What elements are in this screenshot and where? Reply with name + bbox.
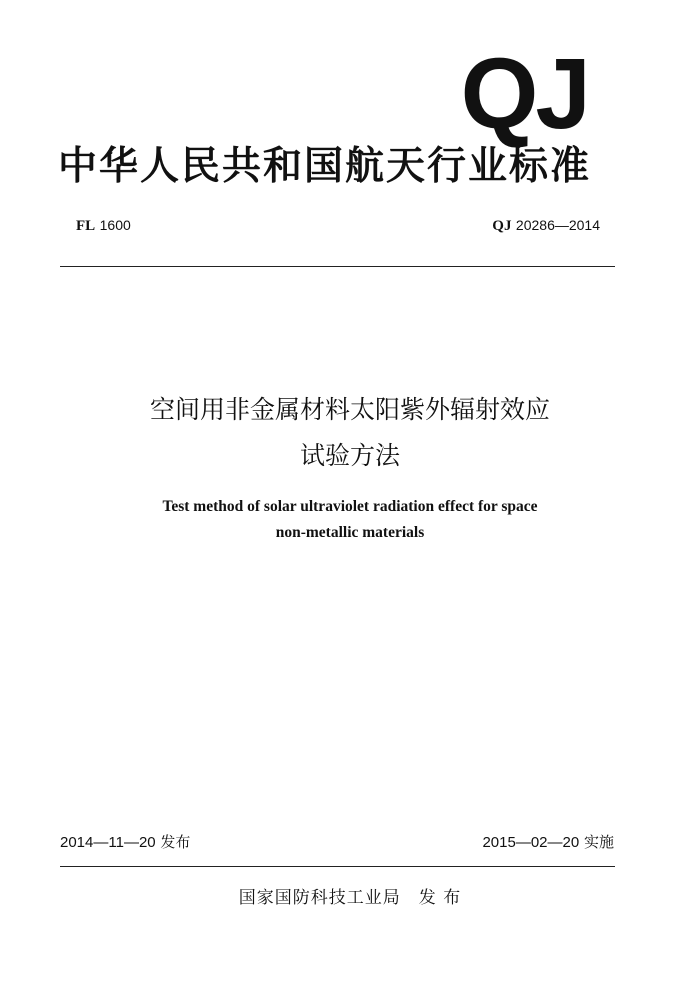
standard-code-number: 20286—2014 [515,217,600,233]
implement-label: 实施 [583,833,614,851]
standard-title: 中华人民共和国航天行业标准 [58,144,592,189]
english-title-line-1: Test method of solar ultraviolet radiation effect for space [162,498,538,515]
chinese-title-line-2: 试验方法 [299,441,400,470]
publisher-name: 国家国防科技工业局 [238,888,401,908]
header-divider [60,266,615,267]
publisher [0,886,700,910]
qj-logo: QJ [460,38,588,150]
implement-date-value: 2015—02—20 [482,834,580,851]
chinese-title-line-1: 空间用非金属材料太阳紫外辐射效应 [149,395,550,424]
classification-code [76,216,131,235]
standard-code [492,216,600,235]
footer-divider [60,866,615,867]
issue-label: 发布 [160,833,191,851]
english-title-line-2: non-metallic materials [275,524,425,541]
implement-date [482,832,614,853]
issue-date [60,832,190,853]
classification-prefix: FL [76,218,96,234]
issue-date-value: 2014—11—20 [60,834,156,851]
publisher-label: 发 布 [418,888,462,908]
standard-code-prefix: QJ [492,218,512,234]
classification-number: 1600 [99,217,131,233]
